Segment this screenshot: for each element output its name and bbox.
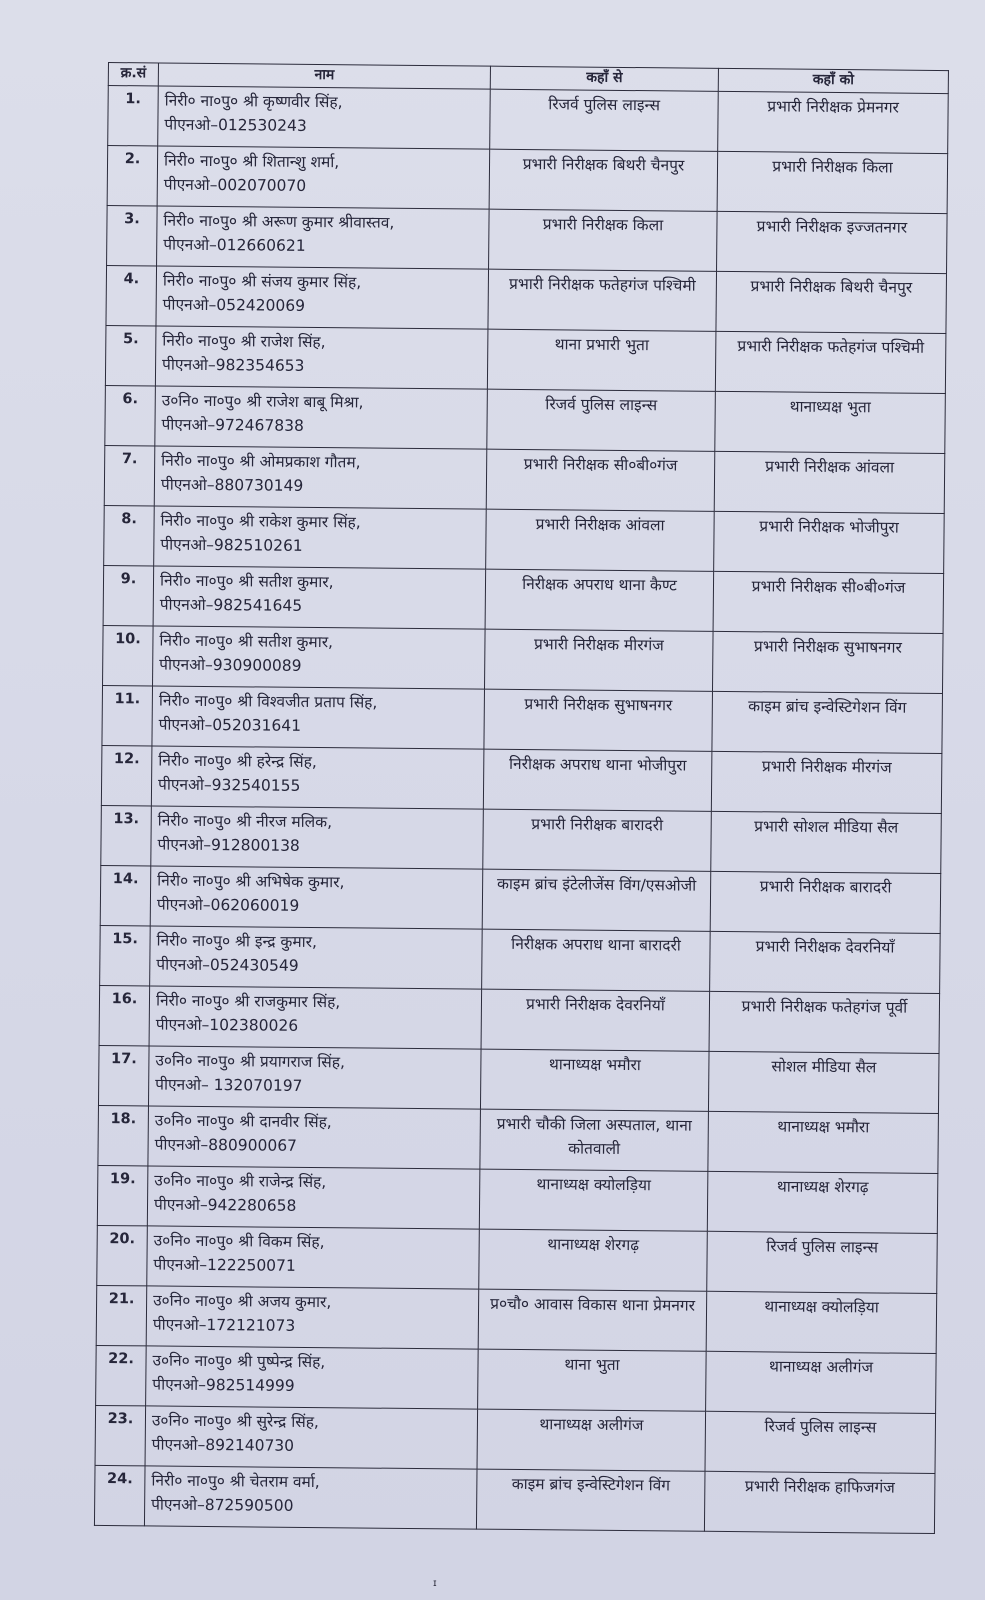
transfer-to: प्रभारी निरीक्षक प्रेमनगर: [718, 91, 949, 153]
officer-name: उ०नि० ना०पु० श्री सुरेन्द्र सिंह,: [151, 1411, 320, 1431]
table-row: [96, 1345, 937, 1413]
officer-cell: [146, 1346, 479, 1409]
table-body: [94, 85, 948, 1533]
officer-name: निरी० ना०पु० श्री विश्वजीत प्रताप सिंह,: [158, 691, 378, 712]
transfer-from: काइम ब्रांच इंटेलीजेंस विंग/एसओजी: [482, 869, 711, 931]
officer-name: उ०नि० ना०पु० श्री राजेन्द्र सिंह,: [154, 1171, 327, 1191]
officer-name: निरी० ना०पु० श्री कृष्णवीर सिंह,: [164, 91, 343, 111]
officer-cell: [147, 1226, 480, 1289]
officer-name: उ०नि० ना०पु० श्री प्रयागराज सिंह,: [155, 1051, 346, 1072]
pno-number: पीएनओ–880730149: [160, 475, 304, 495]
pno-number: पीएनओ–052031641: [158, 715, 302, 735]
table-row: [96, 1285, 937, 1353]
transfer-to: प्रभारी निरीक्षक बिथरी चैनपुर: [716, 271, 947, 333]
header-serial: क्र.सं: [108, 63, 158, 86]
page-footer-mark: ɪ: [433, 1578, 437, 1589]
serial-number: 19.: [97, 1165, 148, 1225]
officer-cell: [150, 926, 483, 989]
table-row: [99, 985, 940, 1053]
serial-number: 14.: [100, 865, 151, 925]
officer-cell: [157, 146, 490, 209]
transfer-to: प्रभारी निरीक्षक इज्जतनगर: [717, 211, 948, 273]
table-row: [97, 1165, 938, 1233]
table-row: [94, 1465, 935, 1533]
officer-cell: [155, 326, 488, 389]
pno-number: पीएनओ–872590500: [151, 1495, 294, 1515]
pno-number: पीएनओ–122250071: [153, 1255, 296, 1275]
pno-number: पीएनओ–012530243: [164, 115, 307, 135]
officer-cell: [156, 266, 489, 329]
transfer-to: सोशल मीडिया सैल: [708, 1051, 939, 1113]
serial-number: 16.: [99, 985, 150, 1045]
officer-cell: [151, 806, 484, 869]
transfer-from: प्रभारी निरीक्षक फतेहगंज पश्चिमी: [488, 269, 717, 331]
serial-number: 24.: [94, 1465, 145, 1525]
officer-name: निरी० ना०पु० श्री अरूण कुमार श्रीवास्तव,: [163, 211, 395, 232]
pno-number: पीएनओ–982514999: [152, 1375, 295, 1395]
pno-number: पीएनओ–062060019: [156, 895, 300, 915]
pno-number: पीएनओ–930900089: [159, 655, 302, 675]
table-row: [103, 565, 944, 633]
pno-number: पीएनओ–172121073: [152, 1315, 296, 1335]
header-name: नाम: [158, 63, 490, 89]
table-row: [105, 325, 946, 393]
transfer-to: प्रभारी सोशल मीडिया सैल: [711, 811, 942, 873]
officer-cell: [153, 566, 486, 629]
officer-name: उ०नि० ना०पु० श्री पुष्पेन्द्र सिंह,: [152, 1351, 326, 1371]
officer-name: निरी० ना०पु० श्री राकेश कुमार सिंह,: [160, 511, 361, 532]
transfer-to: प्रभारी निरीक्षक हाफिजगंज: [704, 1471, 935, 1533]
pno-number: पीएनओ–982510261: [160, 535, 303, 555]
officer-name: निरी० ना०पु० श्री नीरज मलिक,: [157, 811, 333, 831]
pno-number: पीएनओ–052420069: [162, 295, 306, 315]
serial-number: 18.: [98, 1105, 149, 1165]
serial-number: 4.: [106, 265, 157, 325]
table-row: [106, 265, 947, 333]
transfer-to: प्रभारी निरीक्षक सी०बी०गंज: [713, 571, 944, 633]
pno-number: पीएनओ–932540155: [157, 775, 301, 795]
table-row: [100, 865, 941, 933]
serial-number: 15.: [100, 925, 151, 985]
officer-name: निरी० ना०पु० श्री राजेश सिंह,: [162, 331, 326, 351]
officer-cell: [155, 386, 488, 449]
serial-number: 23.: [95, 1405, 146, 1465]
officer-name: निरी० ना०पु० श्री इन्द्र कुमार,: [156, 931, 318, 951]
pno-number: पीएनओ–942280658: [153, 1195, 297, 1215]
serial-number: 17.: [98, 1045, 149, 1105]
officer-cell: [145, 1406, 478, 1469]
pno-number: पीएनओ–052430549: [156, 955, 299, 975]
transfer-from: प्रभारी निरीक्षक बारादरी: [483, 809, 712, 871]
serial-number: 12.: [101, 745, 152, 805]
transfer-from: प्रभारी चौकी जिला अस्पताल, थाना कोतवाली: [480, 1109, 709, 1171]
table-row: [98, 1105, 939, 1173]
officer-name: निरी० ना०पु० श्री संजय कुमार सिंह,: [162, 271, 362, 292]
transfer-from: प्र०चौ० आवास विकास थाना प्रेमनगर: [478, 1289, 707, 1351]
transfer-to: थानाध्यक्ष शेरगढ़: [707, 1171, 938, 1233]
pno-number: पीएनओ–880900067: [154, 1135, 298, 1155]
transfer-from: रिजर्व पुलिस लाइन्स: [487, 389, 716, 451]
serial-number: 2.: [107, 145, 158, 205]
serial-number: 7.: [104, 445, 155, 505]
serial-number: 8.: [104, 505, 155, 565]
officer-cell: [148, 1106, 481, 1169]
transfer-from: प्रभारी निरीक्षक मीरगंज: [485, 629, 714, 691]
transfer-from: प्रभारी निरीक्षक किला: [489, 209, 718, 271]
table-row: [108, 85, 949, 153]
officer-name: उ०नि० ना०पु० श्री विकम सिंह,: [153, 1231, 325, 1251]
officer-name: निरी० ना०पु० श्री सतीश कुमार,: [159, 571, 334, 591]
table-row: [98, 1045, 939, 1113]
transfer-from: थानाध्यक्ष अलीगंज: [477, 1409, 706, 1471]
officer-name: उ०नि० ना०पु० श्री अजय कुमार,: [153, 1291, 332, 1311]
transfer-to: रिजर्व पुलिस लाइन्स: [705, 1411, 936, 1473]
transfer-to: थानाध्यक्ष अलीगंज: [706, 1351, 937, 1413]
serial-number: 5.: [105, 325, 156, 385]
table-row: [102, 685, 943, 753]
serial-number: 6.: [105, 385, 156, 445]
officer-name: निरी० ना०पु० श्री शितान्शु शर्मा,: [163, 151, 340, 171]
transfer-from: प्रभारी निरीक्षक देवरनियॉं: [481, 989, 710, 1051]
transfer-from: प्रभारी निरीक्षक बिथरी चैनपुर: [489, 149, 718, 211]
transfer-to: प्रभारी निरीक्षक फतेहगंज पश्चिमी: [715, 331, 946, 393]
officer-name: उ०नि० ना०पु० श्री राजेश बाबू मिश्रा,: [161, 391, 364, 412]
pno-number: पीएनओ–892140730: [151, 1435, 295, 1455]
table-row: [107, 145, 948, 213]
officer-cell: [158, 86, 491, 149]
transfer-from: काइम ब्रांच इन्वेस्टिगेशन विंग: [476, 1469, 705, 1531]
serial-number: 11.: [102, 685, 153, 745]
transfer-from: निरीक्षक अपराध थाना कैण्ट: [485, 569, 714, 631]
transfer-to: थानाध्यक्ष भुता: [715, 391, 946, 453]
transfer-to: प्रभारी निरीक्षक किला: [717, 151, 948, 213]
officer-cell: [147, 1166, 480, 1229]
pno-number: पीएनओ–972467838: [161, 415, 304, 435]
transfer-from: थाना भुता: [478, 1349, 707, 1411]
transfer-to: प्रभारी निरीक्षक सुभाषनगर: [712, 631, 943, 693]
transfer-from: प्रभारी निरीक्षक आंवला: [486, 509, 715, 571]
officer-cell: [154, 446, 487, 509]
officer-name: उ०नि० ना०पु० श्री दानवीर सिंह,: [154, 1111, 332, 1131]
serial-number: 22.: [96, 1345, 147, 1405]
pno-number: पीएनओ–102380026: [155, 1015, 299, 1035]
serial-number: 21.: [96, 1285, 147, 1345]
officer-cell: [148, 1046, 481, 1109]
officer-cell: [151, 746, 484, 809]
serial-number: 13.: [101, 805, 152, 865]
serial-number: 3.: [107, 205, 158, 265]
header-to: कहाँ को: [718, 68, 948, 93]
pno-number: पीएनओ–002070070: [163, 175, 307, 195]
officer-name: निरी० ना०पु० श्री सतीश कुमार,: [159, 631, 334, 651]
transfer-from: निरीक्षक अपराध थाना भोजीपुरा: [483, 749, 712, 811]
table-row: [95, 1405, 936, 1473]
transfer-sheet: [94, 62, 948, 1534]
transfer-to: प्रभारी निरीक्षक फतेहगंज पूर्वी: [709, 991, 940, 1053]
officer-cell: [149, 986, 482, 1049]
table-row: [105, 385, 946, 453]
table-row: [100, 925, 941, 993]
transfer-to: रिजर्व पुलिस लाइन्स: [707, 1231, 938, 1293]
officer-name: निरी० ना०पु० श्री चेतराम वर्मा,: [151, 1471, 320, 1491]
table-row: [104, 445, 945, 513]
officer-name: निरी० ना०पु० श्री राजकुमार सिंह,: [155, 991, 341, 1011]
pno-number: पीएनओ– 132070197: [155, 1075, 303, 1095]
table-row: [97, 1225, 938, 1293]
transfer-table: [94, 62, 949, 1534]
transfer-to: प्रभारी निरीक्षक भोजीपुरा: [714, 511, 945, 573]
transfer-from: थानाध्यक्ष क्योलड़िया: [479, 1169, 708, 1231]
officer-cell: [154, 506, 487, 569]
transfer-to: प्रभारी निरीक्षक मीरगंज: [711, 751, 942, 813]
officer-cell: [153, 626, 486, 689]
officer-cell: [152, 686, 485, 749]
transfer-to: प्रभारी निरीक्षक देवरनियॉं: [710, 931, 941, 993]
pno-number: पीएनओ–982354653: [162, 355, 305, 375]
serial-number: 9.: [103, 565, 154, 625]
officer-cell: [157, 206, 490, 269]
transfer-to: काइम ब्रांच इन्वेस्टिगेशन विंग: [712, 691, 943, 753]
transfer-from: निरीक्षक अपराध थाना बारादरी: [482, 929, 711, 991]
table-row: [103, 625, 944, 693]
header-from: कहाँ से: [490, 66, 718, 91]
transfer-from: रिजर्व पुलिस लाइन्स: [490, 89, 719, 151]
table-row: [101, 805, 942, 873]
officer-name: निरी० ना०पु० श्री ओमप्रकाश गौतम,: [161, 451, 361, 472]
table-row: [107, 205, 948, 273]
transfer-to: प्रभारी निरीक्षक आंवला: [714, 451, 945, 513]
serial-number: 20.: [97, 1225, 148, 1285]
serial-number: 10.: [103, 625, 154, 685]
table-row: [101, 745, 942, 813]
pno-number: पीएनओ–982541645: [159, 595, 303, 615]
transfer-to: थानाध्यक्ष क्योलड़िया: [706, 1291, 937, 1353]
officer-name: निरी० ना०पु० श्री अभिषेक कुमार,: [157, 871, 345, 891]
transfer-from: प्रभारी निरीक्षक सुभाषनगर: [484, 689, 713, 751]
table-row: [104, 505, 945, 573]
pno-number: पीएनओ–912800138: [157, 835, 300, 855]
transfer-from: थाना प्रभारी भुता: [487, 329, 716, 391]
serial-number: 1.: [108, 85, 159, 145]
pno-number: पीएनओ–012660621: [163, 235, 306, 255]
transfer-from: प्रभारी निरीक्षक सी०बी०गंज: [486, 449, 715, 511]
officer-cell: [150, 866, 483, 929]
transfer-from: थानाध्यक्ष शेरगढ़: [479, 1229, 708, 1291]
transfer-from: थानाध्यक्ष भमौरा: [480, 1049, 709, 1111]
transfer-to: प्रभारी निरीक्षक बारादरी: [710, 871, 941, 933]
officer-cell: [144, 1466, 477, 1529]
transfer-to: थानाध्यक्ष भमौरा: [708, 1111, 939, 1173]
officer-cell: [146, 1286, 479, 1349]
officer-name: निरी० ना०पु० श्री हरेन्द्र सिंह,: [158, 751, 317, 771]
